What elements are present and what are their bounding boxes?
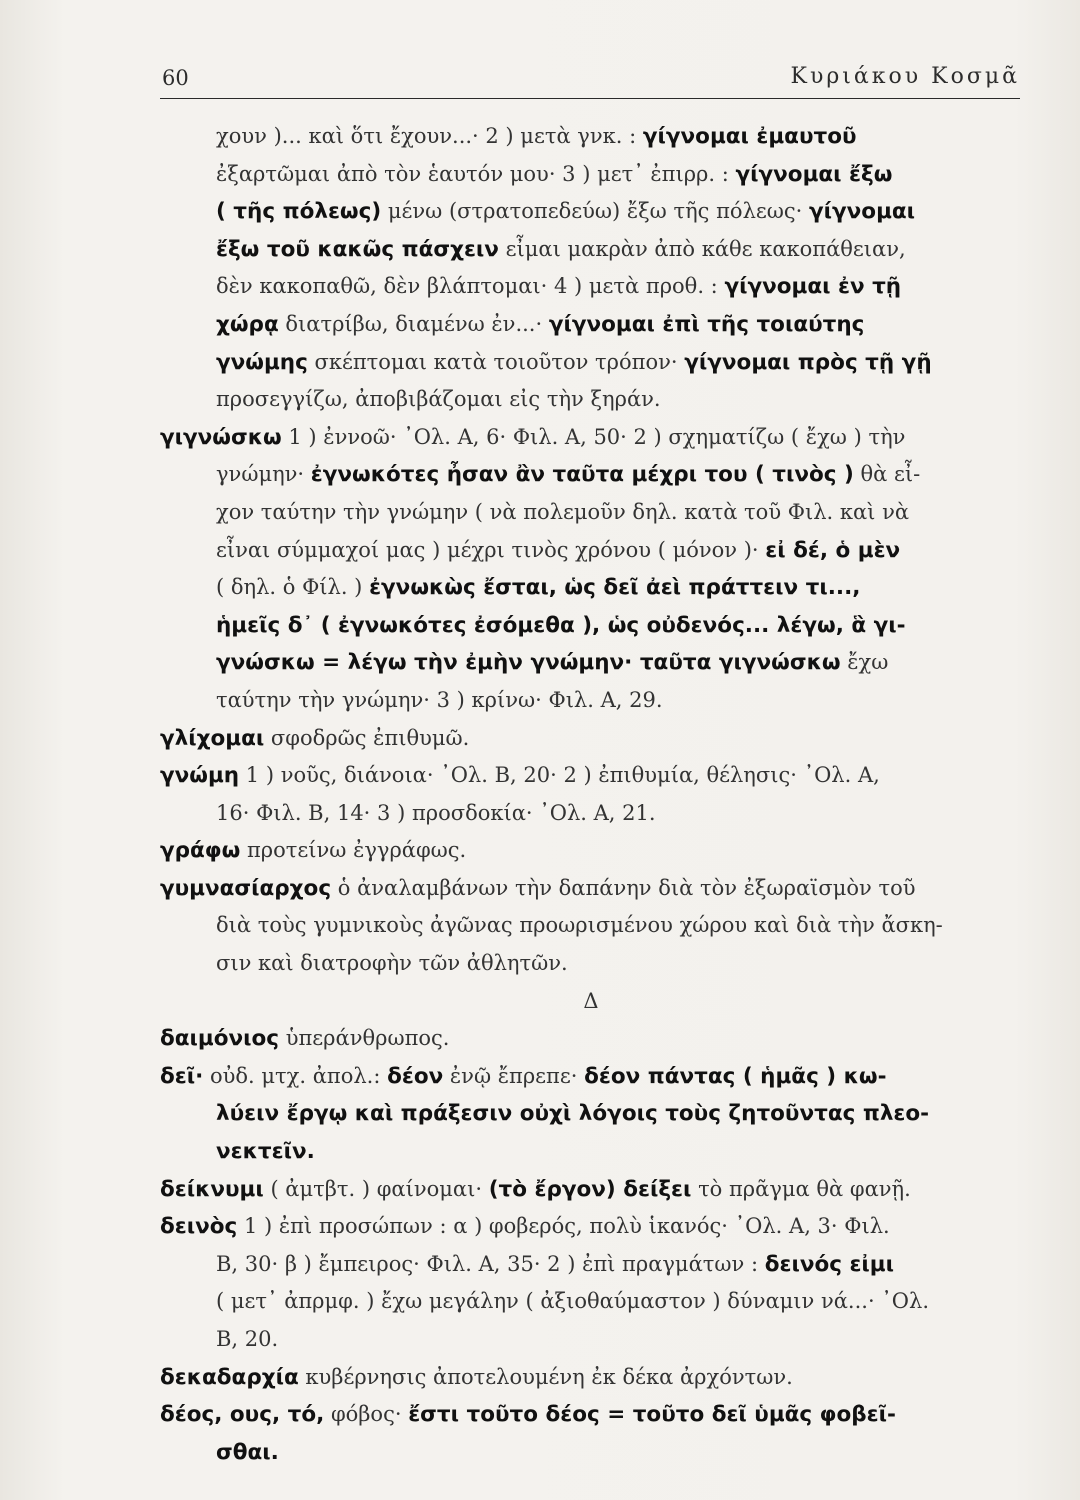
- text-line: [160, 1321, 1022, 1359]
- text-line: [160, 231, 1022, 269]
- text-line: [160, 569, 1022, 607]
- text-line: [160, 532, 1022, 570]
- text-line: [160, 419, 1022, 457]
- text-line: [160, 1171, 1022, 1209]
- text-line: [160, 381, 1022, 419]
- headword-text: ἔξω τοῦ κακῶς πάσχειν: [216, 236, 499, 262]
- text-line: [160, 1283, 1022, 1321]
- headword-text: γίγνομαι: [809, 199, 916, 225]
- text-line: [160, 1133, 1022, 1171]
- definition-text: μένω (στρατοπεδεύω) ἔξω τῆς πόλεως·: [381, 199, 809, 224]
- definition-text: ἐνῷ ἔπρεπε·: [443, 1063, 585, 1088]
- text-line: [160, 795, 1022, 833]
- definition-text: Β, 30· β ) ἔμπειρος· Φιλ. Α, 35· 2 ) ἐπὶ πραγμάτων :: [216, 1251, 765, 1276]
- text-line: [160, 832, 1022, 870]
- headword-text: δεκαδαρχία: [160, 1364, 299, 1390]
- definition-text: εἶναι σύμμαχοί μας ) μέχρι τινὸς χρόνου ( μόνον )·: [216, 537, 766, 562]
- definition-text: ταύτην τὴν γνώμην· 3 ) κρίνω· Φιλ. Α, 29.: [216, 687, 663, 712]
- text-line: [160, 1020, 1022, 1058]
- definition-text: σκέπτομαι κατὰ τοιοῦτον τρόπον·: [307, 349, 685, 374]
- text-line: [160, 1246, 1022, 1284]
- definition-text: εἶμαι μακρὰν ἀπὸ κάθε κακοπάθειαν,: [498, 236, 906, 261]
- text-line: [160, 193, 1022, 231]
- text-line: [160, 870, 1022, 908]
- definition-text: διατρίβω, διαμένω ἐν...·: [278, 311, 549, 336]
- definition-text: 16· Φιλ. Β, 14· 3 ) προσδοκία· ᾿Ολ. Α, 21.: [216, 800, 656, 825]
- definition-text: γνώμην·: [216, 462, 311, 487]
- headword-text: γνώσκω = λέγω τὴν ἐμὴν γνώμην· ταῦτα γιγνώσκω: [216, 650, 841, 676]
- text-line: [160, 644, 1022, 682]
- headword-text: δέον: [387, 1063, 444, 1089]
- headword-text: γίγνομαι ἐν τῇ: [724, 274, 902, 300]
- definition-text: Δ: [583, 988, 599, 1013]
- headword-text: σθαι.: [216, 1439, 279, 1465]
- headword-text: δέον πάντας ( ἡμᾶς ) κω-: [584, 1063, 887, 1089]
- definition-text: ἐξαρτῶμαι ἀπὸ τὸν ἑαυτόν μου· 3 ) μετ᾽ ἐπιρρ. :: [216, 161, 736, 186]
- definition-text: ( ἀμτβτ. ) φαίνομαι·: [263, 1176, 489, 1201]
- definition-text: ὑπεράνθρωπος.: [279, 1026, 450, 1051]
- definition-text: σιν καὶ διατροφὴν τῶν ἀθλητῶν.: [216, 951, 568, 976]
- text-line: [160, 344, 1022, 382]
- headword-text: γίγνομαι ἐμαυτοῦ: [642, 124, 857, 149]
- headword-text: εἰ δέ, ὁ μὲν: [765, 537, 901, 563]
- headword-text: δαιμόνιος: [160, 1026, 280, 1052]
- headword-text: (τὸ ἔργον) δείξει: [488, 1176, 692, 1202]
- text-line: [160, 757, 1022, 795]
- text-line: [160, 607, 1022, 645]
- text-line: [160, 494, 1022, 532]
- headword-text: δείκνυμι: [160, 1176, 264, 1202]
- headword-text: ( τῆς πόλεως): [216, 199, 382, 225]
- headword-text: γνώμη: [160, 763, 240, 789]
- text-line: [160, 945, 1022, 983]
- headword-text: ἔστι τοῦτο δέος = τοῦτο δεῖ ὑμᾶς φοβεῖ-: [408, 1402, 896, 1428]
- running-head: Κυριάκου Κοσμᾶ: [790, 64, 1020, 89]
- definition-text: κυβέρνησις ἀποτελουμένη ἐκ δέκα ἀρχόντων.: [298, 1364, 793, 1389]
- headword-text: δέος, ους, τό,: [160, 1402, 325, 1428]
- text-line: [160, 1208, 1022, 1246]
- headword-text: λύειν ἔργῳ καὶ πράξεσιν οὐχὶ λόγοις τοὺς ζητοῦντας πλεο-: [216, 1101, 930, 1127]
- text-line: [160, 456, 1022, 494]
- text-line: [160, 268, 1022, 306]
- headword-text: δεῖ·: [160, 1063, 204, 1089]
- text-line: [160, 907, 1022, 945]
- text-line: [160, 720, 1022, 758]
- headword-text: γιγνώσκω: [160, 424, 282, 450]
- headword-text: ἐγνωκότες ἦσαν ἂν ταῦτα μέχρι του ( τινὸς ): [310, 462, 854, 488]
- glossary-body: [160, 118, 1022, 1471]
- definition-text: ( δηλ. ὁ Φίλ. ): [216, 575, 370, 600]
- definition-text: ( μετ᾽ ἀπρμφ. ) ἔχω μεγάλην ( ἀξιοθαύμαστον ) δύναμιν νά...· ᾿Ολ.: [216, 1289, 929, 1314]
- text-line: [160, 156, 1022, 194]
- definition-text: προσεγγίζω, ἀποβιβάζομαι εἰς τὴν ξηράν.: [216, 387, 661, 412]
- section-letter: [160, 983, 1022, 1021]
- headword-text: χώρᾳ: [216, 311, 279, 337]
- page-number: 60: [162, 66, 189, 90]
- definition-text: τὸ πρᾶγμα θὰ φανῇ.: [691, 1176, 911, 1201]
- headword-text: δεινὸς: [160, 1214, 238, 1240]
- headword-text: ἡμεῖς δ᾽ ( ἐγνωκότες ἐσόμεθα ), ὡς οὐδενός... λέγω, ἃ γι-: [216, 612, 906, 638]
- definition-text: σφοδρῶς ἐπιθυμῶ.: [264, 725, 470, 750]
- definition-text: 1 ) ἐπὶ προσώπων : α ) φοβερός, πολὺ ἱκανός· ᾿Ολ. Α, 3· Φιλ.: [237, 1214, 890, 1239]
- definition-text: χουν )... καὶ ὅτι ἔχουν...· 2 ) μετὰ γνκ. :: [216, 124, 643, 148]
- text-line: [160, 306, 1022, 344]
- definition-text: προτείνω ἐγγράφως.: [240, 838, 467, 863]
- definition-text: φόβος·: [324, 1402, 409, 1427]
- definition-text: Β, 20.: [216, 1327, 279, 1351]
- headword-text: νεκτεῖν.: [216, 1139, 315, 1165]
- text-line: [160, 118, 1022, 156]
- headword-text: ἐγνωκὼς ἔσται, ὡς δεῖ ἀεὶ πράττειν τι...,: [369, 575, 861, 601]
- headword-text: γυμνασίαρχος: [160, 875, 332, 901]
- text-line: [160, 1359, 1022, 1397]
- definition-text: 1 ) ἐννοῶ· ᾿Ολ. Α, 6· Φιλ. Α, 50· 2 ) σχηματίζω ( ἔχω ) τὴν: [281, 424, 906, 449]
- text-line: [160, 1095, 1022, 1133]
- headword-text: γίγνομαι ἐπὶ τῆς τοιαύτης: [548, 311, 865, 337]
- text-line: [160, 682, 1022, 720]
- page-header: [160, 58, 1020, 99]
- definition-text: χον ταύτην τὴν γνώμην ( νὰ πολεμοῦν δηλ. κατὰ τοῦ Φιλ. καὶ νὰ: [216, 499, 910, 524]
- definition-text: οὐδ. μτχ. ἀπολ.:: [203, 1063, 388, 1088]
- text-line: [160, 1058, 1022, 1096]
- definition-text: δὲν κακοπαθῶ, δὲν βλάπτομαι· 4 ) μετὰ προθ. :: [216, 274, 725, 299]
- headword-text: γίγνομαι πρὸς τῇ γῇ: [684, 349, 932, 375]
- text-line: [160, 1434, 1022, 1472]
- definition-text: ἔχω: [840, 650, 889, 675]
- text-line: [160, 1396, 1022, 1434]
- headword-text: δεινός εἰμι: [764, 1251, 895, 1277]
- headword-text: γλίχομαι: [160, 725, 265, 751]
- definition-text: θὰ εἶ-: [853, 462, 921, 487]
- headword-text: γίγνομαι ἔξω: [735, 161, 893, 187]
- definition-text: ὁ ἀναλαμβάνων τὴν δαπάνην διὰ τὸν ἐξωραϊσμὸν τοῦ: [331, 875, 916, 900]
- definition-text: 1 ) νοῦς, διάνοια· ᾿Ολ. Β, 20· 2 ) ἐπιθυμία, θέλησις· ᾿Ολ. Α,: [239, 763, 880, 788]
- headword-text: γράφω: [160, 838, 241, 864]
- headword-text: γνώμης: [216, 349, 308, 375]
- definition-text: διὰ τοὺς γυμνικοὺς ἀγῶνας προωρισμένου χώρου καὶ διὰ τὴν ἄσκη-: [216, 913, 943, 938]
